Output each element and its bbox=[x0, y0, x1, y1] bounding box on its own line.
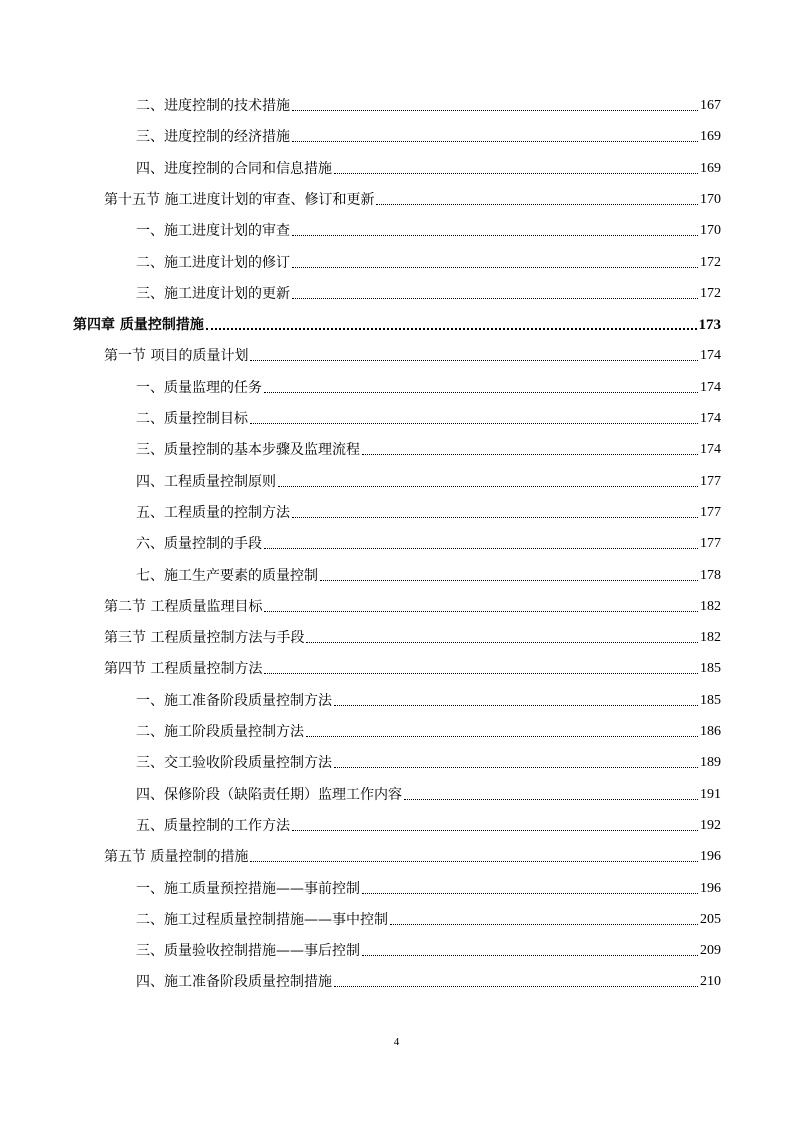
toc-dot-leader bbox=[264, 547, 698, 549]
toc-entry-page: 174 bbox=[700, 411, 721, 426]
toc-entry-title: 第五节 质量控制的措施 bbox=[104, 849, 249, 866]
toc-entry[interactable] bbox=[104, 345, 721, 367]
toc-entry-title: 七、施工生产要素的质量控制 bbox=[136, 567, 318, 584]
toc-entry-page: 182 bbox=[700, 630, 721, 646]
toc-dot-leader bbox=[334, 704, 698, 706]
toc-dot-leader bbox=[404, 798, 698, 800]
toc-entry-page: 205 bbox=[700, 911, 721, 927]
toc-entry[interactable] bbox=[136, 408, 721, 430]
toc-dot-leader bbox=[250, 359, 698, 361]
toc-entry-title: 第十五节 施工进度计划的审查、修订和更新 bbox=[104, 191, 375, 208]
toc-entry-title: 五、质量控制的工作方法 bbox=[136, 817, 290, 834]
toc-dot-leader bbox=[292, 297, 698, 299]
toc-entry-title: 一、施工准备阶段质量控制方法 bbox=[136, 692, 332, 709]
toc-dot-leader bbox=[362, 954, 698, 956]
toc-entry[interactable] bbox=[104, 189, 721, 211]
toc-entry-page: 177 bbox=[700, 504, 721, 520]
toc-dot-leader bbox=[292, 234, 698, 236]
toc-entry[interactable] bbox=[136, 533, 721, 555]
toc-dot-leader bbox=[320, 579, 698, 581]
toc-entry-title: 第四章 质量控制措施 bbox=[73, 317, 204, 334]
toc-entry-title: 六、质量控制的手段 bbox=[136, 536, 262, 553]
toc-entry-title: 第四节 工程质量控制方法 bbox=[104, 661, 263, 678]
toc-dot-leader bbox=[362, 892, 698, 894]
toc-entry-page: 185 bbox=[700, 692, 721, 708]
toc-entry[interactable] bbox=[136, 377, 721, 399]
toc-entry[interactable] bbox=[73, 314, 721, 336]
toc-entry[interactable] bbox=[136, 784, 721, 806]
toc-dot-leader bbox=[306, 735, 698, 737]
toc-entry-page: 173 bbox=[698, 317, 721, 334]
toc-entry[interactable] bbox=[136, 471, 721, 493]
toc-entry-title: 三、交工验收阶段质量控制方法 bbox=[136, 755, 332, 772]
toc-entry-title: 三、质量验收控制措施——事后控制 bbox=[136, 943, 360, 960]
toc-dot-leader bbox=[264, 391, 698, 393]
toc-entry-page: 192 bbox=[700, 817, 721, 833]
toc-entry[interactable] bbox=[104, 627, 721, 649]
page-number: 4 bbox=[393, 1036, 400, 1048]
toc-entry-page: 177 bbox=[700, 473, 721, 489]
toc-entry-page: 182 bbox=[700, 598, 721, 614]
toc-entry-title: 四、工程质量控制原则 bbox=[136, 473, 276, 490]
toc-entry-page: 174 bbox=[700, 442, 721, 458]
toc-entry-title: 一、施工进度计划的审查 bbox=[136, 223, 290, 240]
toc-entry-title: 二、进度控制的技术措施 bbox=[136, 98, 290, 114]
toc-entry[interactable] bbox=[136, 126, 721, 148]
toc-dot-leader bbox=[292, 266, 698, 268]
toc-entry[interactable] bbox=[136, 909, 721, 931]
toc-entry[interactable] bbox=[136, 95, 721, 117]
toc-entry-title: 四、进度控制的合同和信息措施 bbox=[136, 160, 332, 177]
toc-entry-title: 二、施工阶段质量控制方法 bbox=[136, 724, 304, 740]
toc-entry-title: 四、保修阶段（缺陷责任期）监理工作内容 bbox=[136, 786, 402, 803]
toc-entry-page: 170 bbox=[700, 223, 721, 239]
toc-entry-page: 167 bbox=[700, 98, 721, 113]
toc-entry-title: 一、质量监理的任务 bbox=[136, 379, 262, 396]
toc-entry-title: 二、施工进度计划的修订 bbox=[136, 254, 290, 271]
toc-dot-leader bbox=[390, 923, 698, 925]
toc-entry-page: 196 bbox=[700, 880, 721, 896]
toc-dot-leader bbox=[278, 485, 698, 487]
toc-entry[interactable] bbox=[104, 658, 721, 680]
toc-dot-leader bbox=[362, 453, 698, 455]
toc-entry-title: 第二节 工程质量监理目标 bbox=[104, 598, 263, 615]
toc-entry[interactable] bbox=[136, 283, 721, 305]
toc-dot-leader bbox=[250, 422, 698, 424]
toc-entry-title: 三、进度控制的经济措施 bbox=[136, 129, 290, 146]
toc-dot-leader bbox=[292, 829, 698, 831]
toc-entry-page: 191 bbox=[700, 786, 721, 802]
toc-entry[interactable] bbox=[136, 220, 721, 242]
toc-entry[interactable] bbox=[136, 502, 721, 524]
toc-entry[interactable] bbox=[136, 878, 721, 900]
toc-dot-leader bbox=[334, 985, 698, 987]
toc-entry-title: 一、施工质量预控措施——事前控制 bbox=[136, 880, 360, 897]
toc-dot-leader bbox=[250, 860, 698, 862]
toc-entry-page: 186 bbox=[700, 724, 721, 739]
toc-entry-page: 170 bbox=[700, 191, 721, 207]
toc-entry-page: 174 bbox=[700, 379, 721, 395]
toc-entry-page: 209 bbox=[700, 943, 721, 959]
toc-entry-page: 210 bbox=[700, 974, 721, 990]
toc-dot-leader bbox=[292, 516, 698, 518]
toc-entry-title: 二、质量控制目标 bbox=[136, 411, 248, 427]
toc-entry-page: 177 bbox=[700, 536, 721, 552]
toc-entry[interactable] bbox=[136, 721, 721, 743]
toc-entry-page: 169 bbox=[700, 160, 721, 176]
toc-dot-leader bbox=[376, 203, 698, 205]
toc-entry-page: 196 bbox=[700, 849, 721, 865]
toc-dot-leader bbox=[334, 766, 698, 768]
toc-entry-title: 二、施工过程质量控制措施——事中控制 bbox=[136, 911, 388, 928]
toc-entry-page: 174 bbox=[700, 348, 721, 364]
toc-entry-title: 第三节 工程质量控制方法与手段 bbox=[104, 630, 305, 647]
toc-entry-page: 189 bbox=[700, 755, 721, 771]
toc-entry-title: 四、施工准备阶段质量控制措施 bbox=[136, 974, 332, 991]
toc-dot-leader bbox=[334, 172, 698, 174]
toc-entry-page: 185 bbox=[700, 661, 721, 677]
toc-entry[interactable] bbox=[136, 815, 721, 837]
toc-dot-leader bbox=[292, 140, 698, 142]
toc-entry[interactable] bbox=[136, 252, 721, 274]
toc-entry[interactable] bbox=[136, 565, 721, 587]
toc-entry[interactable] bbox=[136, 690, 721, 712]
toc-dot-leader bbox=[206, 327, 697, 330]
toc-dot-leader bbox=[264, 672, 698, 674]
toc-entry-title: 三、施工进度计划的更新 bbox=[136, 285, 290, 302]
toc-entry-page: 172 bbox=[700, 285, 721, 301]
toc-entry[interactable] bbox=[136, 439, 721, 461]
toc-entry-title: 三、质量控制的基本步骤及监理流程 bbox=[136, 442, 360, 459]
toc-entry[interactable] bbox=[136, 752, 721, 774]
toc-dot-leader bbox=[292, 109, 698, 111]
toc-entry[interactable] bbox=[136, 940, 721, 962]
toc-entry[interactable] bbox=[136, 971, 721, 993]
toc-entry-title: 第一节 项目的质量计划 bbox=[104, 348, 249, 365]
toc-entry-title: 五、工程质量的控制方法 bbox=[136, 504, 290, 521]
toc-dot-leader bbox=[264, 610, 698, 612]
toc-entry[interactable] bbox=[104, 846, 721, 868]
toc-entry[interactable] bbox=[104, 596, 721, 618]
toc-entry-page: 172 bbox=[700, 254, 721, 270]
toc-entry[interactable] bbox=[136, 158, 721, 180]
toc-entry-page: 178 bbox=[700, 567, 721, 583]
toc-entry-page: 169 bbox=[700, 129, 721, 145]
toc-dot-leader bbox=[306, 641, 698, 643]
